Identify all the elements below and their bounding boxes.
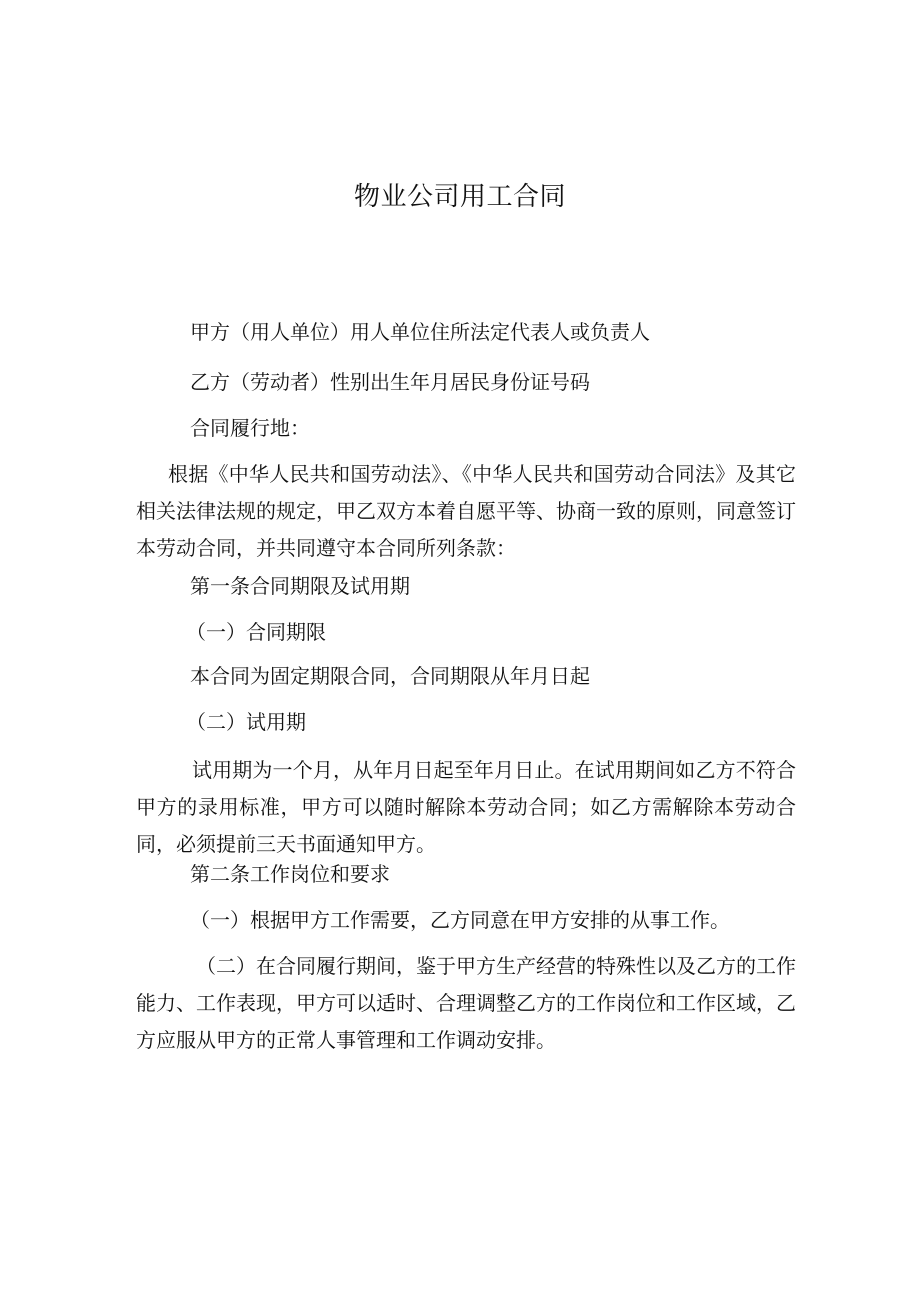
article2-item1: （一）根据甲方工作需要，乙方同意在甲方安排的从事工作。 <box>190 908 730 932</box>
article1-sub2-text: 试用期为一个月，从年月日起至年月日止。在试用期间如乙方不符合甲方的录用标准，甲方可以随时解除本劳动合同；如乙方需解除本劳动合同，必须提前三天书面通知甲方。 <box>136 758 796 856</box>
article1-sub1-heading: （一）合同期限 <box>186 620 326 644</box>
document-title: 物业公司用工合同 <box>353 182 566 212</box>
article1-sub1-text: 本合同为固定期限合同，合同期限从年月日起 <box>190 664 590 688</box>
preamble-paragraph: 根据《中华人民共和国劳动法》、《中华人民共和国劳动合同法》及其它相关法律法规的规定，甲乙双方本着自愿平等、协商一致的原则，同意签订本劳动合同，并共同遵守本合同所列条款： <box>136 462 796 560</box>
contract-place-line: 合同履行地： <box>190 416 310 440</box>
article1-sub2-heading: （二）试用期 <box>186 710 306 734</box>
article1-heading: 第一条合同期限及试用期 <box>190 574 410 598</box>
article2-heading: 第二条工作岗位和要求 <box>190 862 390 886</box>
article2-item2: （二）在合同履行期间，鉴于甲方生产经营的特殊性以及乙方的工作能力、工作表现，甲方可以适时、合理调整乙方的工作岗位和工作区域，乙方应服从甲方的正常人事管理和工作调动安排。 <box>136 954 796 1052</box>
party-a-line: 甲方（用人单位）用人单位住所法定代表人或负责人 <box>190 320 650 344</box>
party-b-line: 乙方（劳动者）性别出生年月居民身份证号码 <box>190 370 590 394</box>
